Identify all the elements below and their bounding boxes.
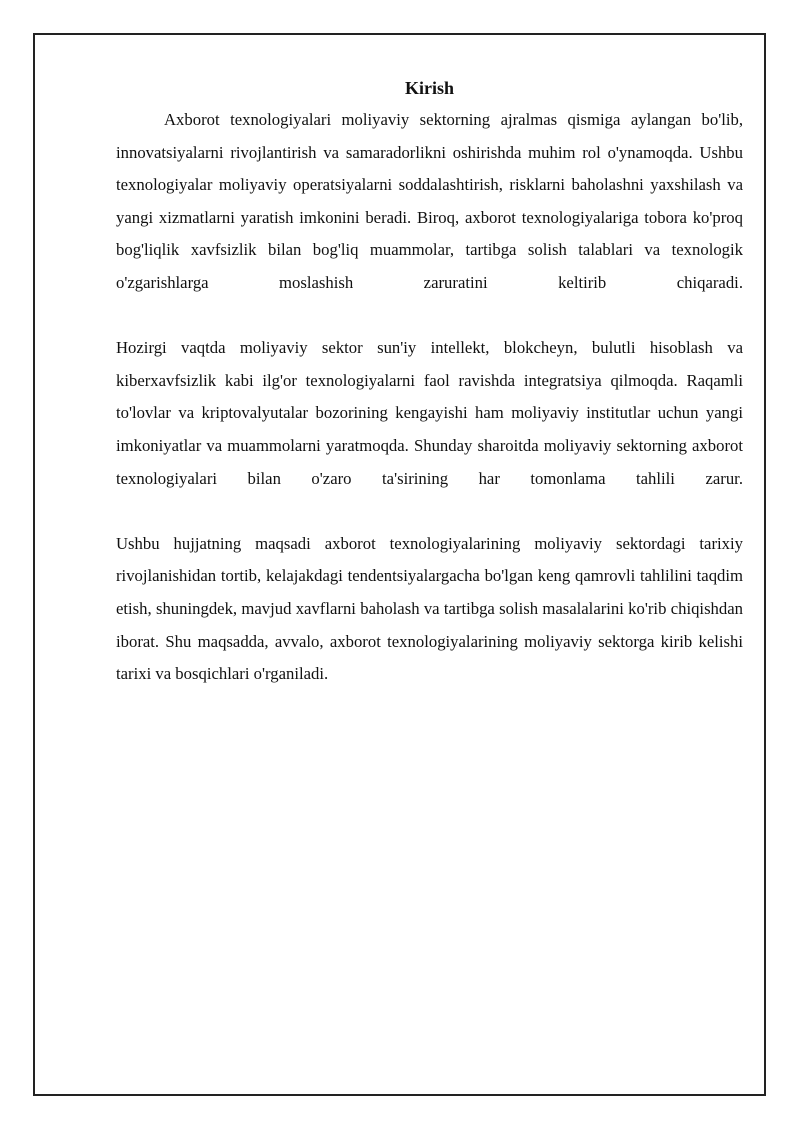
document-title: Kirish <box>404 78 454 98</box>
paragraph-2: Hozirgi vaqtda moliyaviy sektor sun'iy intellekt, blokcheyn, bulutli hisoblash va kiberxavfsizlik kabi ilg'or texnologiyalarni faol ravishda integratsiya qilmoqda. Raqamli to'lovlar va kriptovalyutalar bozorining kengayishi ham moliyaviy institutlar uchun yangi imkoniyatlar va muammolarni yaratmoqda. Shunday sharoitda moliyaviy sektorning axborot texnologiyalari bilan o'zaro ta'sirining har tomonlama tahlili zarur. <box>116 338 743 488</box>
paragraph-1: Axborot texnologiyalari moliyaviy sektorning ajralmas qismiga aylangan bo'lib, innovatsiyalarni rivojlantirish va samaradorlikni oshirishda muhim rol o'ynamoqda. Ushbu texnologiyalar moliyaviy operatsiyalarni soddalashtirish, risklarni baholashni yaxshilash va yangi xizmatlarni yaratish imkonini beradi. Biroq, axborot texnologiyalariga tobora ko'proq bog'liqlik xavfsizlik bilan bog'liq muammolar, tartibga solish talablari va texnologik o'zgarishlarga moslashish zaruratini keltirib chiqaradi. <box>116 110 743 292</box>
paragraph-spacer <box>116 495 743 528</box>
paragraph-3: Ushbu hujjatning maqsadi axborot texnologiyalarining moliyaviy sektordagi tarixiy rivojlanishidan tortib, kelajakdagi tendentsiyalargacha bo'lgan keng qamrovli tahlilini taqdim etish, shuningdek, mavjud xavflarni baholash va tartibga solish masalalarini ko'rib chiqishdan iborat. Shu maqsadda, avvalo, axborot texnologiyalarining moliyaviy sektorga kirib kelishi tarixi va bosqichlari o'rganiladi. <box>116 533 743 684</box>
document-body <box>116 72 743 691</box>
paragraph-spacer <box>116 300 743 333</box>
